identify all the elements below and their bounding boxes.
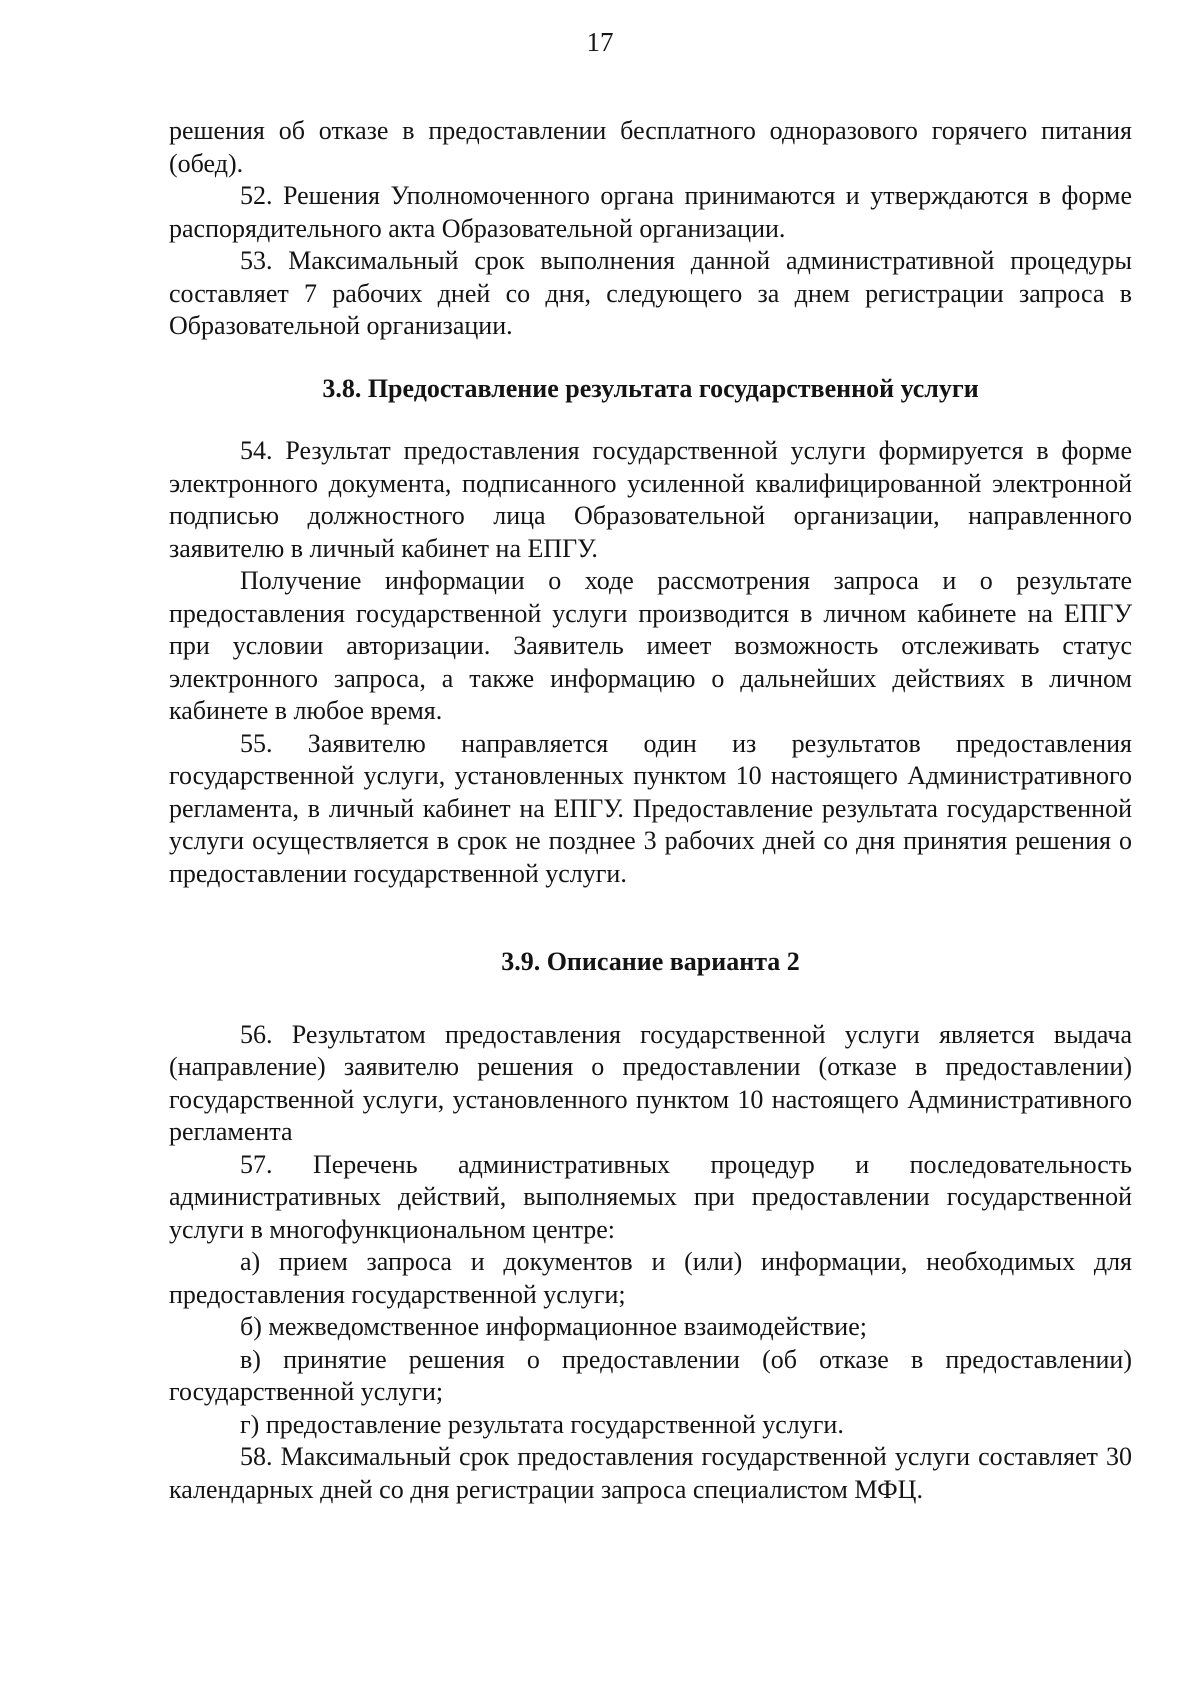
- paragraph-continuation: решения об отказе в предоставлении бесплатного одноразового горячего питания (обед).: [169, 116, 1132, 178]
- paragraph-55: 55. Заявителю направляется один из результатов предоставления государственной услуги, установленных пунктом 10 настоящего Административного регламента, в личный кабинет на ЕПГУ. Предоставление результата государственной услуги осуществляется в срок не позднее 3 рабочих дней со дня принятия решения о предоставлении государственной услуги.: [169, 728, 1132, 888]
- paragraph-54: 54. Результат предоставления государственной услуги формируется в форме электронного документа, подписанного усиленной квалифицированной электронной подписью должностного лица Образовательной организации, направленного заявителю в личный кабинет на ЕПГУ.: [169, 436, 1132, 563]
- list-item-b: б) межведомственное информационное взаимодействие;: [240, 1312, 867, 1341]
- paragraph-53: 53. Максимальный срок выполнения данной административной процедуры составляет 7 рабочих дней со дня, следующего за днем регистрации запроса в Образовательной организации.: [169, 246, 1132, 340]
- document-body: [169, 115, 1132, 1506]
- section-heading-3-8: 3.8. Предоставление результата государственной услуги: [322, 373, 979, 403]
- paragraph-57: 57. Перечень административных процедур и последовательность административных действий, выполняемых при предоставлении государственной услуги в многофункциональном центре:: [169, 1149, 1132, 1244]
- list-item-g: г) предоставление результата государственной услуги.: [240, 1409, 844, 1439]
- paragraph-58: 58. Максимальный срок предоставления государственной услуги составляет 30 календарных дней со дня регистрации запроса специалистом МФЦ.: [169, 1442, 1132, 1504]
- list-item-a: а) прием запроса и документов и (или) информации, необходимых для предоставления государственной услуги;: [169, 1247, 1132, 1309]
- paragraph-52: 52. Решения Уполномоченного органа принимаются и утверждаются в форме распорядительного акта Образовательной организации.: [169, 181, 1132, 243]
- paragraph-56: 56. Результатом предоставления государственной услуги является выдача (направление) заявителю решения о предоставлении (отказе в предоставлении) государственной услуги, установленного пунктом 10 настоящего Административного регламента: [169, 1019, 1132, 1146]
- section-heading-3-9: 3.9. Описание варианта 2: [501, 947, 800, 976]
- list-item-v: в) принятие решения о предоставлении (об отказе в предоставлении) государственной услуги;: [169, 1344, 1132, 1406]
- page-number: 17: [586, 27, 614, 57]
- paragraph-54-info: Получение информации о ходе рассмотрения запроса и о результате предоставления государственной услуги производится в личном кабинете на ЕПГУ при условии авторизации. Заявитель имеет возможность отслеживать статус электронного запроса, а также информацию о дальнейших действиях в личном кабинете в любое время.: [169, 566, 1132, 725]
